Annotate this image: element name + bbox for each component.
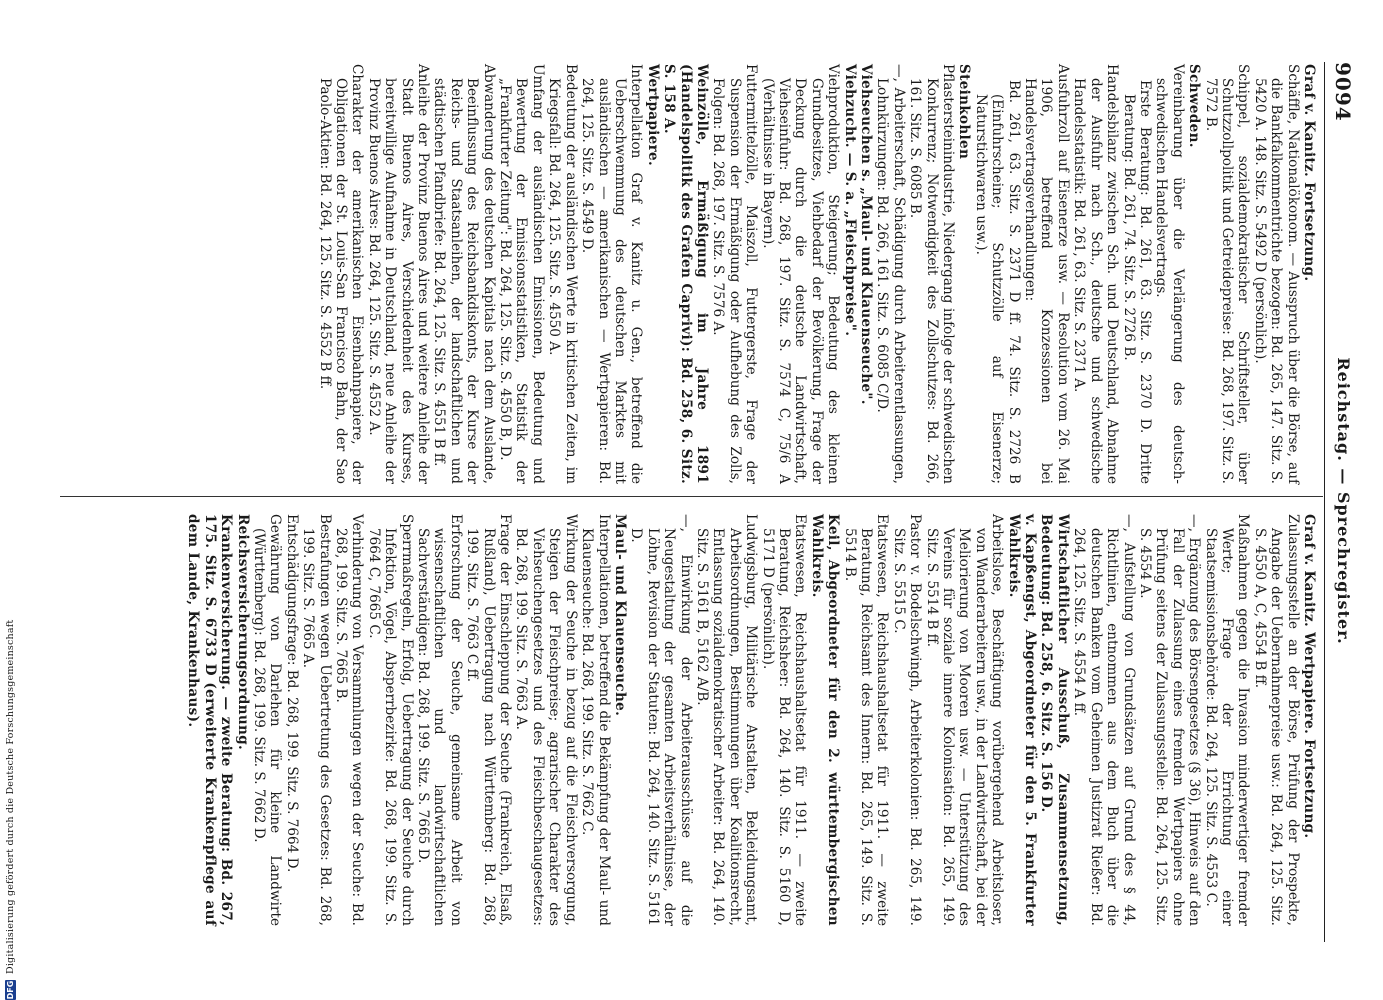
right-column-entry: Interpellationen, betreffend die Bekämpfung der Maul- und Klauenseuche: Bd. 268, 199. Sitz. S. 7662 C. xyxy=(579,514,612,926)
left-column-entry: Pflastersteinindustrie, Niedergang infolge der schwedischen Konkurrenz; Notwendigkeit des Zollschutzes: Bd. 266, 161. Sitz. S. 6085 B. xyxy=(907,64,957,484)
page-number: 9094 xyxy=(1331,62,1355,122)
dfg-logo: DFG xyxy=(5,980,15,1000)
left-column-entry: Schippel, sozialdemokratischer Schriftsteller, über Schutzzollpolitik und Getreidepreise: Bd. 268, 197. Sitz. S. 7572 B. xyxy=(1202,64,1252,484)
left-column-entry: Abwanderung des deutschen Kapitals nach dem Auslande, Beeinflussung des Reichsbankdiskonts, der Kurse der Reichs- und Staatsanleihen, der landschaftlichen und städtischen Pfandbriefe: Bd. 264, 125. Sitz. S. 4551 B ff. xyxy=(431,64,497,484)
left-column-entry: Futtermittelzölle, Maiszoll, Futtergerste, Frage der Suspension der Ermäßigung oder Aufhebung des Zolls, Folgen: Bd. 268, 197. Sitz. S. 7576 A. xyxy=(710,64,760,484)
page-header xyxy=(1329,62,1355,940)
right-column-heading: Keil, Abgeordneter für den 2. württembergischen Wahlkreis. xyxy=(808,514,842,926)
left-column-entry: Ausfuhrzoll auf Eisenerze usw. — Resolution vom 26. Mai 1906, betreffend Konzessionen bei Handelsvertragsverhandlungen: xyxy=(1022,64,1071,484)
right-column-entry: —, Einwirkung der Arbeiterausschüsse auf die Neugestaltung der gesamten Arbeitsverhältnisse, der Löhne, Revision der Statuten: Bd. 264, 140. Sitz. S. 5161 D. xyxy=(628,514,694,926)
column-divider xyxy=(60,496,1323,497)
side-credit xyxy=(2,0,18,1000)
right-column-heading: Wirtschaftlicher Ausschuß, Zusammensetzung, Bedeutung: Bd. 258, 6. Sitz. S. 156 D. xyxy=(1038,514,1071,926)
left-column-entry: Vereinbarung über die Verlängerung des deutsch-schwedischen Handelsvertrags. xyxy=(1153,64,1186,484)
right-column-heading: Graf v. Kanitz. Wertpapiere. Fortsetzung. xyxy=(1301,514,1317,839)
right-column-entry: —, Ergänzung des Börsengesetzes (§ 36), Hinweis auf den Fall der Zulassung eines fremden Wertpapiers ohne Prüfung seitens der Zulassungsstelle: Bd. 264, 125. Sitz. S. 4554 A. xyxy=(1136,514,1203,926)
right-column-entry: Wirkung der Seuche in bezug auf die Fleischversorgung, Steigen der Fleischpreise; agrarischer Charakter des Viehseuchengesetzes und des Fleischbeschaugesetzes: Bd. 268, 199. Sitz. S. 7663 A. xyxy=(513,514,579,926)
left-column-entry: Umfang der ausländischen Emissionen, Bedeutung und Bewertung der Emissionsstatistiken, Statistik der „Frankfurter Zeitung": Bd. 264, 125. Sitz. S. 4550 B, D. xyxy=(497,64,546,484)
left-column-heading: Steinkohlen xyxy=(956,64,973,160)
right-column-entry: Entschädigungsfrage: Bd. 268, 199. Sitz. S. 7664 D. xyxy=(283,514,300,873)
right-column-entry: —, Aufstellung von Grundsätzen auf Grund des § 44, Richtlinien, entnommen aus dem Buch über die deutschen Banken vom Geheimen Justizrat Rießer: Bd. 264, 125. Sitz. S. 4554 A ff. xyxy=(1071,514,1137,926)
left-column-entry: Anleihe der Provinz Buenos Aires und weitere Anleihe der Stadt Buenos Aires, Verschiedenheit des Kurses, bereitwillige Aufnahme in Deutschland, neue Anleihe der Provinz Buenos Aires: Bd. 264, 125. Sitz. S. 4552 A. xyxy=(365,64,432,484)
left-column-heading: Wertpapiere. xyxy=(644,64,661,167)
left-column-entry: Bd. 261, 63. Sitz. S. 2371 D ff. 74. Sitz. S. 2726 B (Einfuhrscheine; Schutzzölle auf Eisenerze; Naturstichwaren usw.). xyxy=(972,80,1022,484)
right-column-entry: Gewährung von Darlehen für kleine Landwirte (Württemberg): Bd. 268, 199. Sitz. S. 7662 D. xyxy=(251,514,284,926)
left-column xyxy=(316,64,1317,484)
right-column-entry: Bestrafungen wegen Uebertretung des Gesetzes: Bd. 268, 199. Sitz. S. 7665 A. xyxy=(300,514,333,926)
right-column-entry: Maßnahmen gegen die Invasion minderwertiger fremder Werte; Frage der Errichtung einer Staatsemissionsbehörde: Bd. 264, 125. Sitz. S. 4553 C. xyxy=(1202,514,1252,926)
right-column-entry: Ludwigsburg, Militärische Anstalten, Bekleidungsamt, Arbeitsordnungen, Bestimmungen über Koalitionsrecht, Entlassung sozialdemokratischer Arbeiter: Bd. 264, 140. Sitz. S. 5161 B, 5162 A/B. xyxy=(693,514,760,926)
left-column-heading: Schweden. xyxy=(1186,64,1203,148)
right-column-heading: v. Kapßengst, Abgeordneter für den 5. Frankfurter Wahlkreis. xyxy=(1005,514,1039,926)
right-column-entry: Zulassungsstelle an der Börse, Prüfung der Prospekte, Angabe der Uebernahmepreise usw.: Bd. 264, 125. Sitz. S. 4550 A, C, 4554 B ff. xyxy=(1251,514,1301,926)
right-column-heading: Reichsversicherungsordnung. Krankenversicherung. — zweite Beratung: Bd. 267, 175. Sitz. S. 6733 D (erweiterte Krankenpflege auf dem Lande, Krankenhaus). xyxy=(185,514,251,926)
left-column-entry: —, Arbeiterschaft, Schädigung durch Arbeiterentlassungen, Lohnkürzungen: Bd. 266, 161. Sitz. S. 6085 C/D. xyxy=(874,64,907,484)
left-column-heading: Weinzölle, Ermäßigung im Jahre 1891 (Handelspolitik des Grafen Caprivi): Bd. 258, 6. Sitz. S. 158 A. xyxy=(661,64,710,484)
left-column-heading: Graf v. Kanitz. Fortsetzung. xyxy=(1301,64,1317,282)
header-rule xyxy=(1324,62,1325,942)
credit-text: Digitalisierung gefördert durch die Deutsche Forschungsgemeinschaft xyxy=(4,619,16,974)
left-column-entry: Viehproduktion, Steigerung; Bedeutung des kleinen Grundbesitzes, Viehbedarf der Bevölkerung, Frage der Deckung durch die deutsche Landwirtschaft, Viehseinfuhr: Bd. 268, 197. Sitz. S. 7574 C, 75/6 A (Verhältnisse in Bayern). xyxy=(759,64,842,484)
left-column-entry: Charakter der amerikanischen Eisenbahnpapiere, der Obligationen der St. Louis-San Francisco Bahn, der Sao Paolo-Aktien: Bd. 264, 125. Sitz. S. 4552 B ff. xyxy=(316,64,366,484)
left-column-entry: Schäffle, Nationalökonom. — Ausspruch über die Börse, auf die Bankfalkommentrichte bezogen: Bd. 265, 147. Sitz. S. 5420 A. 148. Sitz. S. 5492 D (persönlich). xyxy=(1251,64,1301,484)
right-column-entry: Sperrmaßregeln, Erfolg, Uebertragung der Seuche durch Infektion, Vögel, Absperrbezirke: Bd. 268, 199. Sitz. S. 7664 C, 7665 C. xyxy=(365,514,415,926)
right-column-entry: Verhinderung von Versammlungen wegen der Seuche: Bd. 268, 199. Sitz. S. 7665 B. xyxy=(333,514,366,926)
right-column-entry: Etatswesen, Reichshaushaltsetat für 1911. — zweite Beratung, Reichsamt des Innern: Bd. 265, 149. Sitz. S. 5514 B. xyxy=(841,514,891,926)
left-column-entry: Erste Beratung: Bd. 261, 63. Sitz. S. 2370 D. Dritte Beratung: Bd. 261, 74. Sitz. S. 2726 B. xyxy=(1120,80,1153,484)
right-column-entry: Arbeitslose, Beschäftigung vorübergehend Arbeitsloser, von Wanderarbeitern usw., in der Landwirtschaft, bei der Meliorierung von Mooren usw. — Unterstützung des Vereins für soziale innere Kolonisation: Bd. 265, 149. Sitz. S. 5514 B ff. xyxy=(923,514,1006,926)
right-column-entry: Pastor v. Bodelschwingh, Arbeiterkolonien: Bd. 265, 149. Sitz. S. 5515 C. xyxy=(890,514,924,926)
running-title: Reichstag. — Sprechregister. xyxy=(1334,357,1353,645)
left-column-heading: Viehseuchen s. „Maul- und Klauenseuche". xyxy=(858,64,875,405)
right-column-entry: Frage der Einschleppung der Seuche (Frankreich, Elsaß, Rußland), Uebertragung nach Württemberg: Bd. 268, 199. Sitz. S. 7663 C ff. xyxy=(464,514,514,926)
left-column-entry: Handelsbilanz zwischen Sch. und Deutschland, Abnahme der Ausfuhr nach Sch., deutsche und schwedische Handelsstatistik: Bd. 261, 63. Sitz. S. 2371 A. xyxy=(1071,64,1121,484)
right-column xyxy=(185,514,1317,926)
left-column-heading: Viehzucht. — S. a. „Fleischpreise". xyxy=(841,64,858,337)
left-column-entry: Bedeutung der ausländischen Werte in kritischen Zeiten, im Kriegsfall: Bd. 264, 125. Sitz. S. 4550 A. xyxy=(546,64,579,484)
right-column-entry: Erforschung der Seuche, gemeinsame Arbeit von wissenschaftlichen und landwirtschaftlichen Sachverständigen: Bd. 268, 199. Sitz. S. 7665 D. xyxy=(415,514,464,926)
right-column-heading: Maul- und Klauenseuche. xyxy=(611,514,628,717)
right-column-entry: Etatswesen, Reichshaushaltsetat für 1911. — zweite Beratung, Reichsheer: Bd. 264, 140. Sitz. S. 5160 D, 5171 D (persönlich). xyxy=(759,514,809,926)
left-column-entry: Interpellation Graf v. Kanitz u. Gen., betreffend die Ueberschwemmung des deutschen Marktes mit ausländischen — amerikanischen — Wertpapieren: Bd. 264, 125. Sitz. S. 4549 D. xyxy=(579,64,645,484)
